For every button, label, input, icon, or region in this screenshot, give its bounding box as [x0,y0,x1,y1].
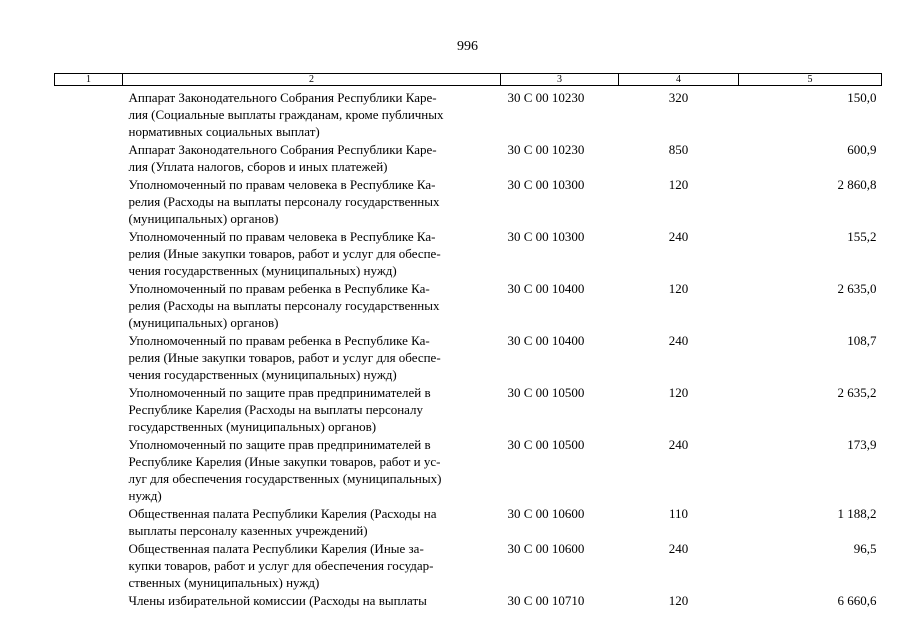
amount-value: 2 635,0 [837,281,877,296]
column-header-2: 2 [123,74,501,86]
table-row [55,436,882,505]
row-empty-cell [55,592,123,610]
target-article-code: 30 С 00 10600 [507,506,585,521]
expense-description: Члены избирательной комиссии (Расходы на выплаты [128,593,427,608]
target-article-code: 30 С 00 10400 [507,281,585,296]
expense-type-code: 120 [668,593,689,608]
table-row [55,540,882,592]
amount-value: 150,0 [847,90,877,105]
expense-description: Уполномоченный по правам ребенка в Республике Ка- релия (Расходы на выплаты персоналу государственных (муниципальных) органов) [128,281,440,330]
table-row [55,141,882,176]
table-body [55,86,882,611]
row-empty-cell [55,384,123,436]
row-empty-cell [55,176,123,228]
row-empty-cell [55,332,123,384]
target-article-code: 30 С 00 10500 [507,437,585,452]
target-article-code: 30 С 00 10230 [507,90,585,105]
expense-description: Аппарат Законодательного Собрания Республики Каре- лия (Уплата налогов, сборов и иных платежей) [128,142,437,174]
table-header-row [55,74,882,86]
expense-type-code: 120 [668,281,689,296]
row-empty-cell [55,540,123,592]
amount-value: 155,2 [847,229,877,244]
expense-type-code: 240 [668,437,689,452]
budget-table [54,73,882,610]
table-row [55,384,882,436]
expense-type-code: 240 [668,229,689,244]
target-article-code: 30 С 00 10500 [507,385,585,400]
expense-description: Уполномоченный по защите прав предпринимателей в Республике Карелия (Расходы на выплаты персоналу государственных (муниципальных) органов) [128,385,431,434]
table-row [55,505,882,540]
target-article-code: 30 С 00 10400 [507,333,585,348]
amount-value: 600,9 [847,142,877,157]
expense-description: Общественная палата Республики Карелия (Иные за- купки товаров, работ и услуг для обеспечения государ- ственных (муниципальных) нужд) [128,541,434,590]
table-row [55,592,882,610]
expense-type-code: 120 [668,177,689,192]
table-row [55,176,882,228]
row-empty-cell [55,505,123,540]
table-row [55,228,882,280]
row-empty-cell [55,228,123,280]
target-article-code: 30 С 00 10600 [507,541,585,556]
target-article-code: 30 С 00 10300 [507,177,585,192]
amount-value: 96,5 [853,541,877,556]
expense-type-code: 240 [668,333,689,348]
expense-description: Аппарат Законодательного Собрания Республики Каре- лия (Социальные выплаты гражданам, кроме публичных нормативных социальных выплат) [128,90,444,139]
amount-value: 6 660,6 [837,593,877,608]
table-row [55,86,882,142]
amount-value: 2 635,2 [837,385,877,400]
expense-type-code: 850 [668,142,689,157]
row-empty-cell [55,141,123,176]
expense-type-code: 240 [668,541,689,556]
amount-value: 2 860,8 [837,177,877,192]
amount-value: 108,7 [847,333,877,348]
table-row [55,332,882,384]
target-article-code: 30 С 00 10230 [507,142,585,157]
expense-type-code: 110 [668,506,689,521]
column-header-4: 4 [619,74,739,86]
expense-description: Уполномоченный по правам человека в Республике Ка- релия (Расходы на выплаты персоналу государственных (муниципальных) органов) [128,177,440,226]
expense-type-code: 120 [668,385,689,400]
amount-value: 1 188,2 [837,506,877,521]
column-header-5: 5 [739,74,882,86]
expense-description: Общественная палата Республики Карелия (Расходы на выплаты персоналу казенных учреждений) [128,506,437,538]
row-empty-cell [55,280,123,332]
column-header-3: 3 [501,74,619,86]
table-row [55,280,882,332]
expense-description: Уполномоченный по правам человека в Республике Ка- релия (Иные закупки товаров, работ и услуг для обеспе- чения государственных (муниципальных) нужд) [128,229,441,278]
row-empty-cell [55,436,123,505]
expense-description: Уполномоченный по защите прав предпринимателей в Республике Карелия (Иные закупки товаров, работ и ус- луг для обеспечения государственных (муниципальных) нужд) [128,437,442,503]
row-empty-cell [55,86,123,142]
expense-description: Уполномоченный по правам ребенка в Республике Ка- релия (Иные закупки товаров, работ и услуг для обеспе- чения государственных (муниципальных) нужд) [128,333,441,382]
target-article-code: 30 С 00 10300 [507,229,585,244]
target-article-code: 30 С 00 10710 [507,593,585,608]
expense-type-code: 320 [668,90,689,105]
page-number: 996 [457,39,478,54]
column-header-1: 1 [55,74,123,86]
amount-value: 173,9 [847,437,877,452]
